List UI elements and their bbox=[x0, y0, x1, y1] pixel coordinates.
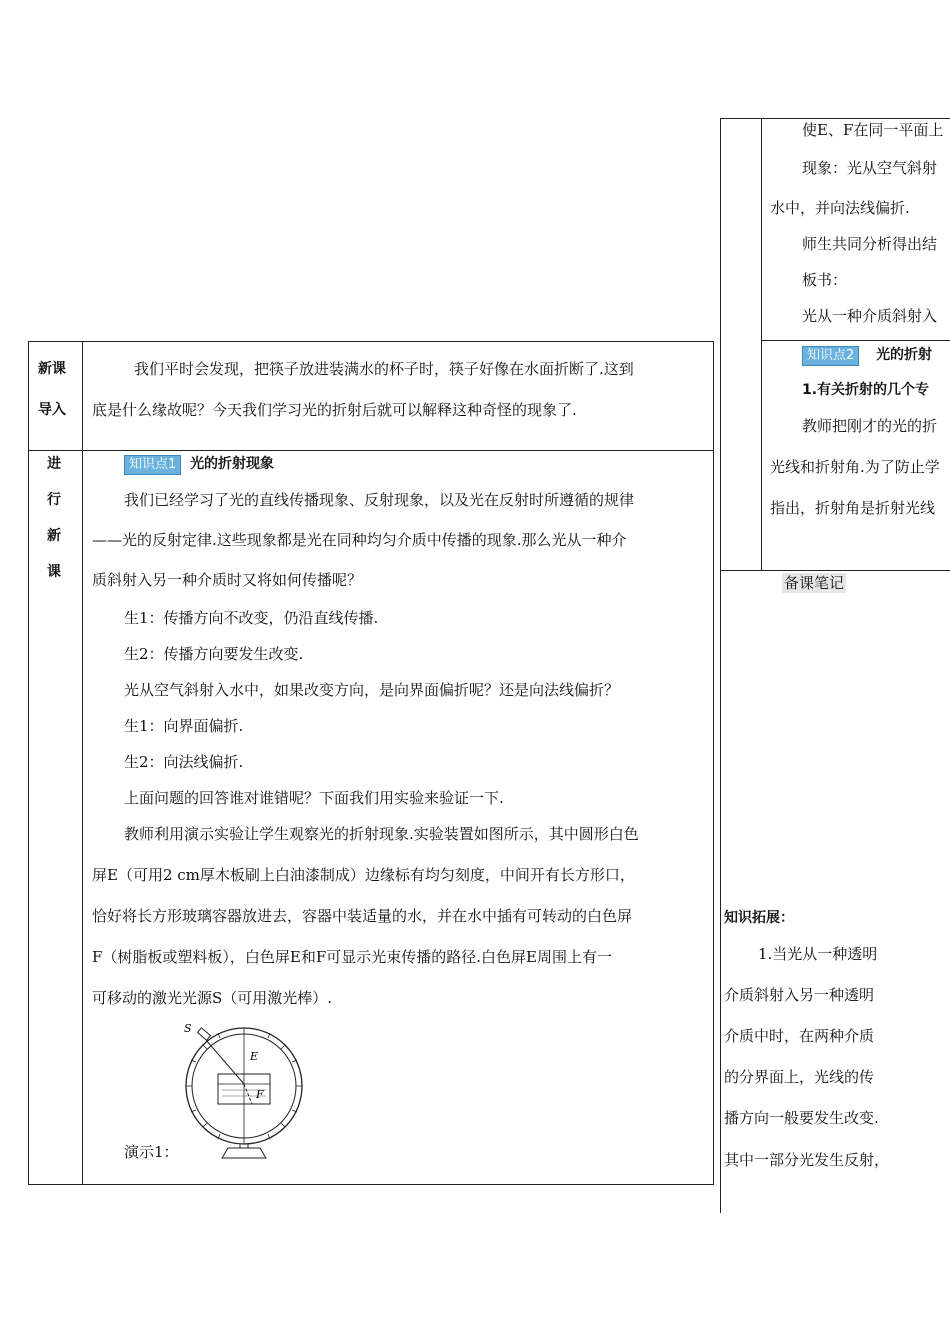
notes-column-left-border bbox=[720, 571, 721, 1213]
right-subtitle: 1.有关折射的几个专 bbox=[802, 382, 930, 398]
right-line: 师生共同分析得出结 bbox=[802, 235, 938, 253]
knowledge-extension-title: 知识拓展： bbox=[724, 910, 794, 926]
table-column-divider bbox=[82, 341, 83, 1185]
body-line: 屏E（可用2 cm厚木板刷上白油漆制成）边缘标有均匀刻度，中间开有长方形口， bbox=[92, 866, 635, 884]
row-label-progress-4: 课 bbox=[47, 564, 61, 580]
body-line: 生1：传播方向不改变，仍沿直线传播. bbox=[124, 609, 379, 627]
right-line: 教师把刚才的光的折 bbox=[802, 417, 938, 435]
body-line: 生2：向法线偏折. bbox=[124, 753, 244, 771]
body-line: 生2：传播方向要发生改变. bbox=[124, 645, 304, 663]
refraction-apparatus-figure bbox=[180, 1018, 320, 1160]
right-line: 光线和折射角.为了防止学 bbox=[770, 458, 940, 476]
stand-base bbox=[222, 1148, 266, 1158]
right-table-column-divider bbox=[761, 118, 762, 571]
row-label-progress-2: 行 bbox=[47, 492, 61, 508]
knowledge-point-1-header bbox=[124, 453, 274, 475]
body-line: 可移动的激光光源S（可用激光棒）. bbox=[92, 989, 333, 1007]
lesson-notes-label: 备课笔记 bbox=[784, 574, 845, 592]
right-table-row-divider bbox=[761, 340, 950, 341]
row-label-progress-1: 进 bbox=[47, 456, 61, 472]
knowledge-line: 介质斜射入另一种透明 bbox=[724, 986, 875, 1004]
intro-line-1: 我们平时会发现，把筷子放进装满水的杯子时，筷子好像在水面折断了.这到 bbox=[134, 360, 634, 378]
label-f: F bbox=[256, 1088, 264, 1101]
body-line: 教师利用演示实验让学生观察光的折射现象.实验装置如图所示，其中圆形白色 bbox=[124, 825, 639, 843]
refracted-ray bbox=[244, 1084, 252, 1104]
knowledge-point-2-tag: 知识点2 bbox=[802, 346, 859, 366]
demo-label: 演示1： bbox=[124, 1143, 179, 1161]
knowledge-point-2-title: 光的折射 bbox=[876, 347, 933, 363]
right-line: 光从一种介质斜射入 bbox=[802, 307, 938, 325]
right-line: 现象：光从空气斜射 bbox=[802, 159, 938, 177]
body-line: 上面问题的回答谁对谁错呢？下面我们用实验来验证一下. bbox=[124, 789, 504, 807]
body-line: 恰好将长方形玻璃容器放进去，容器中装适量的水，并在水中插有可转动的白色屏 bbox=[92, 907, 633, 925]
knowledge-line: 播方向一般要发生改变. bbox=[724, 1109, 879, 1127]
label-s: S bbox=[184, 1022, 192, 1035]
right-line: 板书： bbox=[802, 271, 848, 289]
knowledge-line: 1.当光从一种透明 bbox=[758, 945, 878, 963]
knowledge-point-1-tag: 知识点1 bbox=[124, 455, 181, 475]
row-label-new-lesson-1: 新课 bbox=[38, 361, 66, 377]
body-line: 我们已经学习了光的直线传播现象、反射现象，以及光在反射时所遵循的规律 bbox=[124, 491, 635, 509]
row-label-progress-3: 新 bbox=[47, 528, 61, 544]
label-e: E bbox=[250, 1050, 259, 1063]
knowledge-line: 介质中时，在两种介质 bbox=[724, 1027, 875, 1045]
body-line: 生1：向界面偏折. bbox=[124, 717, 244, 735]
laser-source bbox=[197, 1028, 210, 1040]
right-line: 水中，并向法线偏折. bbox=[770, 199, 910, 217]
knowledge-point-2-header bbox=[802, 344, 932, 366]
intro-line-2: 底是什么缘故呢？今天我们学习光的折射后就可以解释这种奇怪的现象了. bbox=[92, 401, 577, 419]
incident-ray bbox=[206, 1040, 244, 1084]
knowledge-point-1-title: 光的折射现象 bbox=[190, 456, 275, 472]
knowledge-line: 其中一部分光发生反射， bbox=[724, 1151, 890, 1169]
body-line: 质斜射入另一种介质时又将如何传播呢？ bbox=[92, 571, 363, 589]
body-line: ——光的反射定律.这些现象都是光在同种均匀介质中传播的现象.那么光从一种介 bbox=[92, 531, 627, 549]
right-line: 指出，折射角是折射光线 bbox=[770, 499, 936, 517]
body-line: F（树脂板或塑料板），白色屏E和F可显示光束传播的路径.白色屏E周围上有一 bbox=[92, 948, 612, 966]
right-line: 使E、F在同一平面上 bbox=[802, 121, 944, 139]
knowledge-line: 的分界面上，光线的传 bbox=[724, 1068, 875, 1086]
row-label-new-lesson-2: 导入 bbox=[38, 402, 66, 418]
table-row-divider bbox=[28, 450, 714, 451]
body-line: 光从空气斜射入水中，如果改变方向，是向界面偏折呢？还是向法线偏折？ bbox=[124, 681, 620, 699]
